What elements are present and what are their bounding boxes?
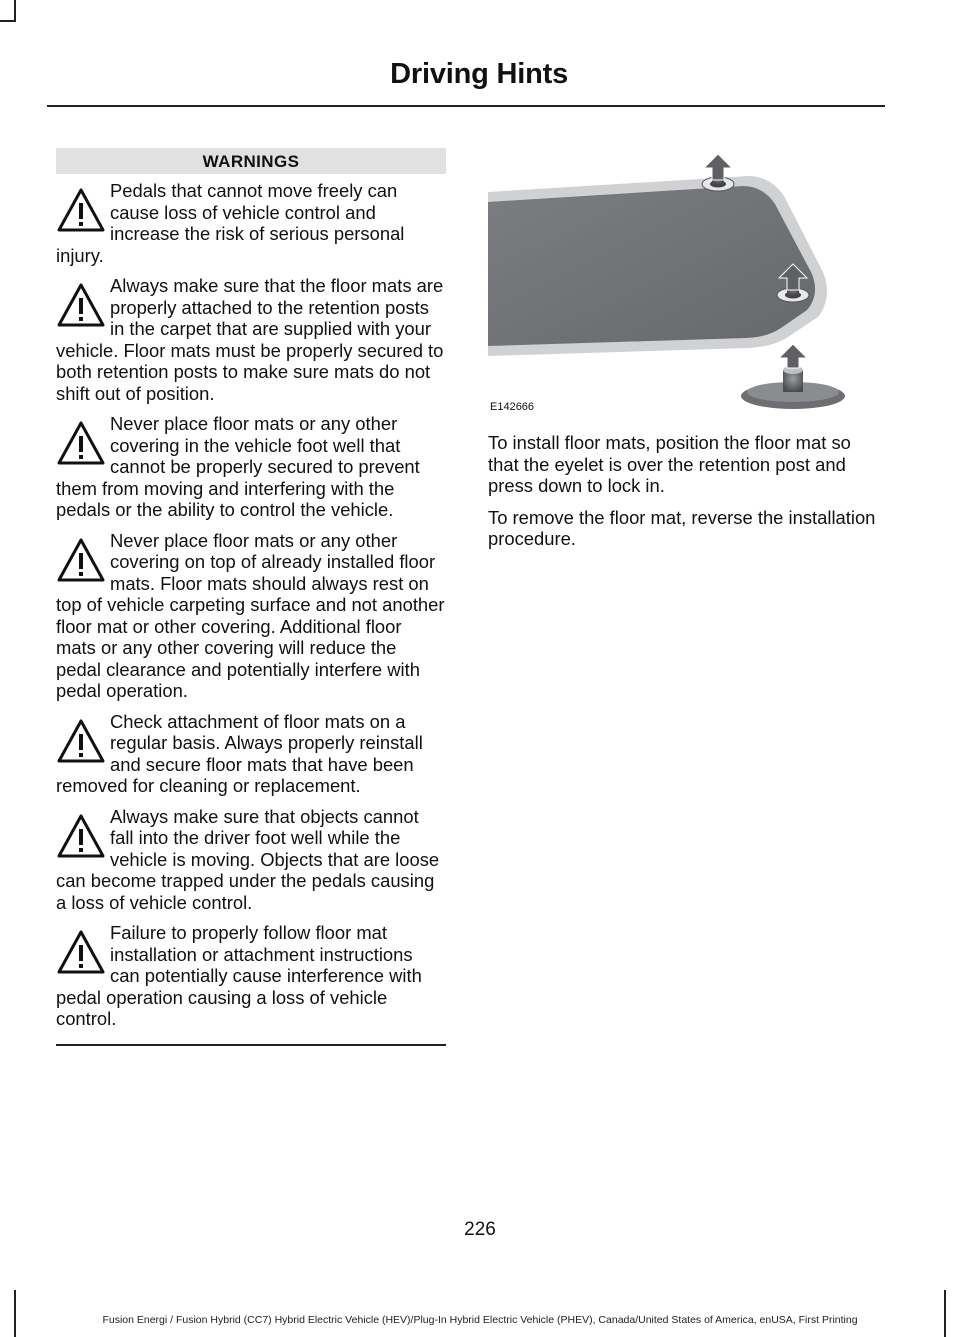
warning-item [56,806,446,914]
page-title: Driving Hints [390,58,568,90]
warning-item [56,413,446,521]
figure-code: E142666 [490,401,535,413]
footer-text: Fusion Energi / Fusion Hybrid (CC7) Hybrid Electric Vehicle (HEV)/Plug-In Hybrid Electric Vehicle (PHEV), Canada/United States of America, enUSA, First Printing [102,1314,858,1326]
warnings-section [56,148,446,1046]
warning-item [56,922,446,1030]
warning-text: Check attachment of floor mats on a regular basis. Always properly reinstall and secure floor mats that have been removed for cleaning or replacement. [56,710,423,796]
remove-paragraph: To remove the floor mat, reverse the installation procedure. [488,506,876,549]
warning-triangle-icon [56,717,106,767]
warning-item [56,711,446,797]
floor-mat-icon [488,152,878,416]
warning-text: Never place floor mats or any other covering in the vehicle foot well that cannot be properly secured to prevent them from moving and interfering with the pedals or the ability to control the vehicle. [56,413,420,520]
header-rule [47,105,885,107]
warning-triangle-icon [56,281,106,331]
warning-text: Never place floor mats or any other covering on top of already installed floor mats. Floor mats should always rest on top of vehicle carpeting surface and not another floor mat or other covering. Additional floor mats or any other covering will reduce the pedal clearance and potentially interfere with pedal operation. [56,529,445,701]
warning-text: Always make sure that objects cannot fall into the driver foot well while the vehicle is moving. Objects that are loose can become trapped under the pedals causing a loss of vehicle control. [56,805,440,913]
warning-triangle-icon [56,186,106,236]
crop-mark [14,0,16,22]
warnings-heading: WARNINGS [56,148,446,174]
warning-text: Pedals that cannot move freely can cause loss of vehicle control and increase the risk of serious personal injury. [56,180,405,266]
warning-item [56,275,446,404]
warning-triangle-icon [56,928,106,978]
warning-triangle-icon [56,536,106,586]
crop-mark [0,20,16,22]
warnings-end-rule [56,1044,446,1046]
warning-text: Failure to properly follow floor mat installation or attachment instructions can potentially cause interference with pedal operation causing a loss of vehicle control. [56,922,422,1029]
instructions [488,432,880,560]
warning-item [56,530,446,702]
warning-triangle-icon [56,812,106,862]
page-number: 226 [464,1219,496,1240]
install-paragraph: To install floor mats, position the floor mat so that the eyelet is over the retention post and press down to lock in. [488,432,851,496]
warning-triangle-icon [56,419,106,469]
floor-mat-illustration [488,152,878,416]
warning-text: Always make sure that the floor mats are properly attached to the retention posts in the carpet that are supplied with your vehicle. Floor mats must be properly secured to both retention posts to make sure mats do not shift out of position. [56,275,444,404]
warning-item [56,180,446,266]
